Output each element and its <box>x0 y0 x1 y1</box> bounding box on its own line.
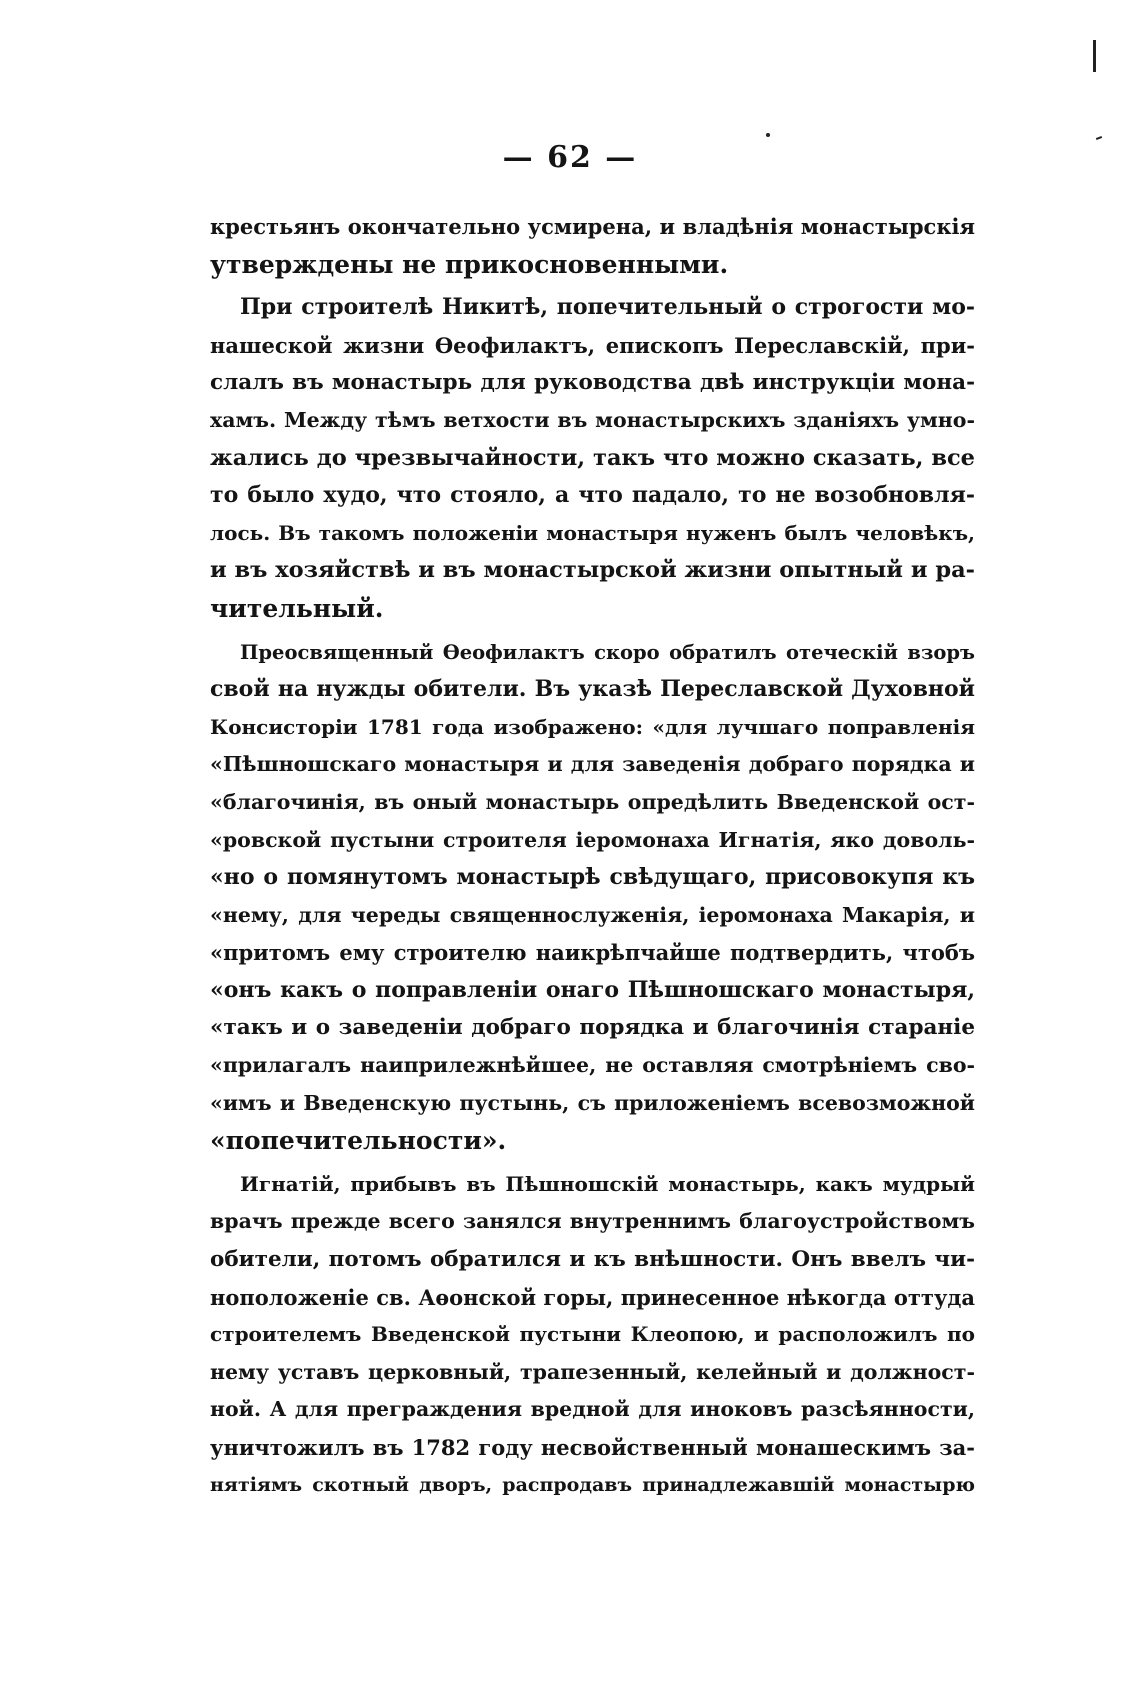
scan-artifact-bar <box>1093 40 1096 72</box>
text-line: ноположеніе св. Аѳонской горы, принесенное нѣкогда оттуда <box>210 1284 975 1310</box>
text-line: врачъ прежде всего занялся внутреннимъ благоустройствомъ <box>210 1209 975 1234</box>
text-line: крестьянъ окончательно усмирена, и владѣнія монастырскія <box>210 214 975 239</box>
text-line: ной. А для преграждения вредной для иноковъ разсѣянности, <box>210 1397 975 1422</box>
text-line: «ровской пустыни строителя іеромонаха Игнатія, яко доволь- <box>210 827 975 852</box>
paragraph-2 <box>210 289 975 627</box>
text-line: обители, потомъ обратился и къ внѣшности. Онъ ввелъ чи- <box>210 1247 975 1273</box>
text-line: Консисторіи 1781 года изображено: «для лучшаго поправленія <box>210 714 975 739</box>
text-line: «но о помянутомъ монастырѣ свѣдущаго, присовокупя къ <box>210 864 975 891</box>
text-line: жались до чрезвычайности, такъ что можно сказать, все <box>210 444 975 471</box>
text-line: «Пѣшношскаго монастыря и для заведенія добраго порядка и <box>210 752 975 777</box>
text-line: «нему, для череды священнослуженія, іеромонаха Макарія, и <box>210 902 975 927</box>
text-line: то было худо, что стояло, а что падало, то не возобновля- <box>210 482 975 509</box>
text-line: «имъ и Введенскую пустынь, съ приложеніемъ всевозможной <box>210 1090 975 1115</box>
text-line: нашеской жизни Ѳеофилактъ, епископъ Переславскій, при- <box>210 332 975 358</box>
text-line: нему уставъ церковный, трапезенный, келейный и должност- <box>210 1359 975 1384</box>
text-line: лось. Въ такомъ положеніи монастыря нуженъ былъ человѣкъ, <box>210 520 975 545</box>
text-line: «прилагалъ наиприлежнѣйшее, не оставляя смотрѣніемъ сво- <box>210 1053 975 1078</box>
paragraph-4 <box>210 1166 975 1504</box>
text-line: «притомъ ему строителю наикрѣпчайше подтвердить, чтобъ <box>210 940 975 966</box>
text-line: «такъ и о заведеніи добраго порядка и благочинія стараніе <box>210 1015 975 1041</box>
text-line: Игнатій, прибывъ въ Пѣшношскій монастырь, какъ мудрый <box>240 1171 975 1196</box>
text-line: хамъ. Между тѣмъ ветхости въ монастырскихъ зданіяхъ умно- <box>210 407 975 432</box>
text-line: При строителѣ Никитѣ, попечительный о строгости мо- <box>240 294 975 321</box>
paragraph-1 <box>210 208 975 283</box>
text-line: утверждены не прикосновенными. <box>210 249 729 279</box>
paragraph-3 <box>210 634 975 1160</box>
body-text <box>210 208 975 1504</box>
text-line: слалъ въ монастырь для руководства двѣ инструкціи мона- <box>210 370 975 396</box>
text-line: чительный. <box>210 593 384 623</box>
text-line: «попечительности». <box>210 1126 507 1156</box>
text-line: свой на нужды обители. Въ указѣ Переславской Духовной <box>210 676 975 703</box>
text-line: строителемъ Введенской пустыни Клеопою, и расположилъ по <box>210 1322 975 1347</box>
text-line: Преосвященный Ѳеофилактъ скоро обратилъ отеческій взоръ <box>240 640 975 664</box>
text-line: «онъ какъ о поправленіи онаго Пѣшношскаго монастыря, <box>210 976 975 1003</box>
text-line: и въ хозяйствѣ и въ монастырской жизни опытный и ра- <box>210 557 975 584</box>
scan-artifact-dot <box>766 133 770 137</box>
text-line: нятіямъ скотный дворъ, распродавъ принадлежавшій монастырю <box>210 1473 975 1496</box>
text-line: уничтожилъ въ 1782 году несвойственный монашескимъ за- <box>210 1435 975 1460</box>
page-number: — 62 — <box>502 140 638 175</box>
text-line: «благочинія, въ оный монастырь опредѣлить Введенской ост- <box>210 789 975 814</box>
